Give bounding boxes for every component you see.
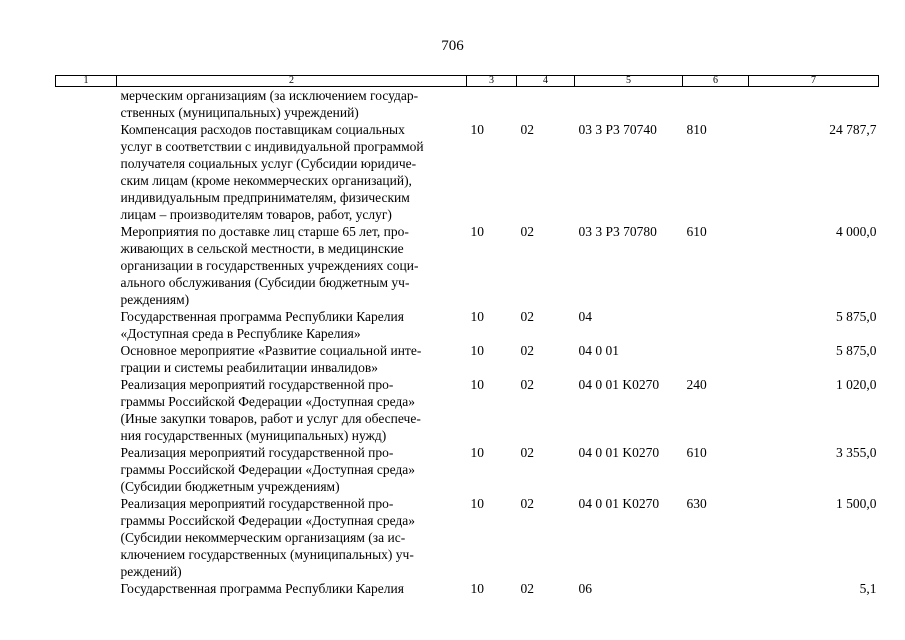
cell-number — [56, 223, 117, 308]
cell-expense-type — [683, 342, 749, 376]
cell-section: 10 — [470, 343, 484, 358]
table-row — [56, 342, 879, 376]
cell-target-code: 03 3 P3 70780 — [578, 224, 657, 239]
header-col-7: 7 — [749, 76, 879, 87]
header-col-6: 6 — [683, 76, 749, 87]
cell-expense-type: 810 — [686, 122, 707, 137]
table-row — [56, 87, 879, 122]
table-row — [56, 376, 879, 444]
name-line: Реализация мероприятий государственной про- — [120, 496, 394, 511]
cell-expense-type — [683, 580, 749, 597]
cell-expense-type — [683, 87, 749, 122]
cell-name — [117, 87, 467, 122]
name-line: ским лицам (кроме некоммерческих организаций), — [120, 173, 412, 188]
name-line: ния государственных (муниципальных) нужд) — [120, 428, 387, 443]
cell-expense-type: 630 — [686, 496, 707, 511]
name-line: живающих в сельской местности, в медицинские — [120, 241, 404, 256]
cell-subsection: 02 — [520, 377, 534, 392]
cell-number — [56, 444, 117, 495]
page-number: 706 — [441, 38, 464, 54]
table-row — [56, 121, 879, 223]
name-line: грации и системы реабилитации инвалидов» — [120, 360, 379, 375]
name-line: услуг в соответствии с индивидуальной программой — [120, 139, 424, 154]
name-line: Мероприятия по доставке лиц старше 65 лет, про- — [120, 224, 409, 239]
cell-number — [56, 308, 117, 342]
table-row — [56, 444, 879, 495]
cell-name — [117, 580, 467, 597]
cell-number — [56, 580, 117, 597]
name-line: лицам – производителям товаров, работ, услуг) — [120, 207, 392, 222]
name-line: организации в государственных учреждениях соци- — [120, 258, 419, 273]
name-line: (Иные закупки товаров, работ и услуг для обеспече- — [120, 411, 421, 426]
cell-subsection: 02 — [520, 581, 534, 596]
name-line: реждений) — [120, 564, 182, 579]
table-row — [56, 223, 879, 308]
cell-section: 10 — [470, 581, 484, 596]
cell-section — [467, 87, 517, 122]
name-line: (Субсидии некоммерческим организациям (за ис- — [120, 530, 406, 545]
cell-subsection: 02 — [520, 224, 534, 239]
cell-expense-type: 240 — [686, 377, 707, 392]
header-col-1: 1 — [56, 76, 117, 87]
name-line: ального обслуживания (Субсидии бюджетным уч- — [120, 275, 410, 290]
cell-amount: 1 020,0 — [836, 377, 877, 392]
name-line: индивидуальным предпринимателям, физическим — [120, 190, 410, 205]
cell-target-code: 04 0 01 — [578, 343, 619, 358]
table-row — [56, 308, 879, 342]
header-col-5: 5 — [575, 76, 683, 87]
cell-section: 10 — [470, 122, 484, 137]
cell-amount: 4 000,0 — [836, 224, 877, 239]
cell-amount: 3 355,0 — [836, 445, 877, 460]
name-line: Основное мероприятие «Развитие социальной инте- — [120, 343, 422, 358]
name-line: ключением государственных (муниципальных) уч- — [120, 547, 414, 562]
cell-section: 10 — [470, 224, 484, 239]
name-line: Государственная программа Республики Карелия — [120, 309, 404, 324]
cell-number — [56, 495, 117, 580]
name-line: (Субсидии бюджетным учреждениям) — [120, 479, 340, 494]
name-line: граммы Российской Федерации «Доступная среда» — [120, 462, 416, 477]
header-row — [56, 76, 879, 87]
cell-target-code: 04 0 01 K0270 — [578, 496, 660, 511]
name-line: «Доступная среда в Республике Карелия» — [120, 326, 361, 341]
cell-amount: 24 787,7 — [829, 122, 877, 137]
name-line: получателя социальных услуг (Субсидии юридиче- — [120, 156, 417, 171]
cell-subsection: 02 — [520, 309, 534, 324]
cell-number — [56, 87, 117, 122]
header-col-4: 4 — [517, 76, 575, 87]
cell-target-code: 03 3 P3 70740 — [578, 122, 657, 137]
name-line: мерческим организациям (за исключением государ- — [120, 88, 419, 103]
header-col-3: 3 — [467, 76, 517, 87]
cell-subsection: 02 — [520, 445, 534, 460]
cell-target-code — [575, 87, 683, 122]
table-row — [56, 495, 879, 580]
cell-section: 10 — [470, 309, 484, 324]
name-line: Государственная программа Республики Карелия — [120, 581, 404, 596]
cell-amount — [749, 87, 879, 122]
cell-subsection: 02 — [520, 496, 534, 511]
name-line: реждениям) — [120, 292, 190, 307]
cell-number — [56, 376, 117, 444]
cell-section: 10 — [470, 445, 484, 460]
cell-section: 10 — [470, 496, 484, 511]
table-body — [56, 87, 879, 598]
cell-number — [56, 121, 117, 223]
name-line: Реализация мероприятий государственной про- — [120, 377, 394, 392]
table-row — [56, 580, 879, 597]
cell-target-code: 04 — [578, 309, 592, 324]
cell-expense-type — [683, 308, 749, 342]
cell-subsection: 02 — [520, 122, 534, 137]
name-line: ственных (муниципальных) учреждений) — [120, 105, 359, 120]
cell-subsection: 02 — [520, 343, 534, 358]
cell-amount: 5 875,0 — [836, 343, 877, 358]
cell-name — [117, 376, 467, 444]
name-line: граммы Российской Федерации «Доступная среда» — [120, 513, 416, 528]
cell-amount: 1 500,0 — [836, 496, 877, 511]
cell-target-code: 04 0 01 K0270 — [578, 377, 660, 392]
cell-target-code: 04 0 01 K0270 — [578, 445, 660, 460]
cell-number — [56, 342, 117, 376]
cell-expense-type: 610 — [686, 445, 707, 460]
cell-amount: 5 875,0 — [836, 309, 877, 324]
name-line: Компенсация расходов поставщикам социальных — [120, 122, 405, 137]
cell-name — [117, 495, 467, 580]
name-line: Реализация мероприятий государственной про- — [120, 445, 394, 460]
cell-name — [117, 444, 467, 495]
header-col-2: 2 — [117, 76, 467, 87]
cell-expense-type: 610 — [686, 224, 707, 239]
budget-table — [55, 75, 879, 597]
cell-name — [117, 223, 467, 308]
cell-target-code: 06 — [578, 581, 592, 596]
cell-amount: 5,1 — [859, 581, 877, 596]
cell-subsection — [517, 87, 575, 122]
cell-name — [117, 342, 467, 376]
table-header — [56, 76, 879, 87]
cell-name — [117, 121, 467, 223]
cell-name — [117, 308, 467, 342]
cell-section: 10 — [470, 377, 484, 392]
name-line: граммы Российской Федерации «Доступная среда» — [120, 394, 416, 409]
